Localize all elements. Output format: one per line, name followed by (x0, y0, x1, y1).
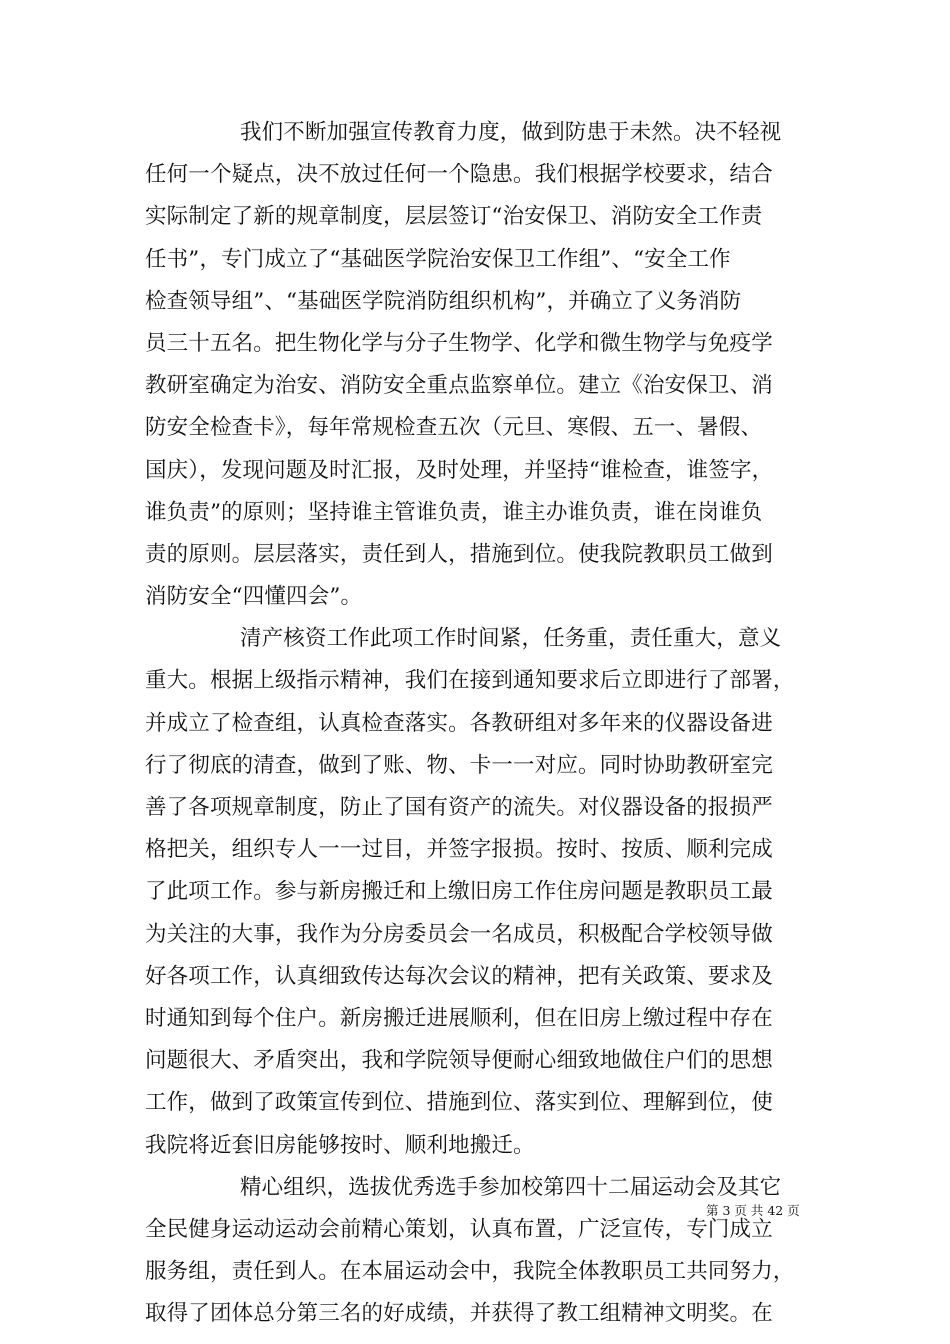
text-line: 我院将近套旧房能够按时、顺利地搬迁。 (145, 1132, 535, 1158)
text-line: 责的原则。层层落实，责任到人，措施到位。使我院教职员工做到 (145, 541, 773, 567)
text-line: 工作，做到了政策宣传到位、措施到位、落实到位、理解到位，使 (145, 1090, 773, 1116)
text-line: 实际制定了新的规章制度，层层签订“治安保卫、消防安全工作责 (145, 204, 763, 230)
text-line: 问题很大、矛盾突出，我和学院领导便耐心细致地做住户们的思想 (145, 1048, 773, 1074)
text-line: 时通知到每个住户。新房搬迁进展顺利，但在旧房上缴过程中存在 (145, 1005, 773, 1031)
text-line: 任何一个疑点，决不放过任何一个隐患。我们根据学校要求，结合 (145, 162, 773, 188)
text-line: 教研室确定为治安、消防安全重点监察单位。建立《治安保卫、消 (145, 373, 773, 399)
text-line: 检查领导组”、“基础医学院消防组织机构”，并确立了义务消防 (145, 288, 742, 314)
text-line: 了此项工作。参与新房搬迁和上缴旧房工作住房问题是教职员工最 (145, 879, 773, 905)
text-line: 服务组，责任到人。在本届运动会中，我院全体教职员工共同努力， (145, 1259, 795, 1285)
text-line: 员三十五名。把生物化学与分子生物学、化学和微生物学与免疫学 (145, 330, 773, 356)
text-line: 精心组织，选拔优秀选手参加校第四十二届运动会及其它 (240, 1174, 782, 1200)
text-line: 全民健身运动运动会前精心策划，认真布置，广泛宣传，专门成立 (145, 1216, 773, 1242)
text-line: 重大。根据上级指示精神，我们在接到通知要求后立即进行了部署， (145, 668, 795, 694)
text-line: 好各项工作，认真细致传达每次会议的精神，把有关政策、要求及 (145, 963, 773, 989)
text-line: 我们不断加强宣传教育力度，做到防患于未然。决不轻视 (240, 120, 782, 145)
body-text (145, 112, 811, 1335)
page-number-footer: 第 3 页 共 42 页 (706, 1203, 800, 1218)
text-line: 善了各项规章制度，防止了国有资产的流失。对仪器设备的报损严 (145, 795, 773, 820)
text-line: 国庆），发现问题及时汇报，及时处理，并坚持“谁检查，谁签字， (145, 457, 774, 483)
text-line: 行了彻底的清查，做到了账、物、卡一一对应。同时协助教研室完 (145, 752, 773, 778)
text-line: 任书”，专门成立了“基础医学院治安保卫工作组”、“安全工作 (145, 246, 731, 272)
text-line: 并成立了检查组，认真检查落实。各教研组对多年来的仪器设备进 (145, 710, 773, 736)
text-line: 谁负责”的原则；坚持谁主管谁负责，谁主办谁负责，谁在岗谁负 (145, 499, 763, 525)
text-line: 消防安全“四懂四会”。 (145, 584, 363, 610)
text-line: 取得了团体总分第三名的好成绩，并获得了教工组精神文明奖。在 (145, 1301, 773, 1327)
text-line: 清产核资工作此项工作时间紧，任务重，责任重大，意义 (240, 626, 782, 652)
text-line: 防安全检查卡》，每年常规检查五次（元旦、寒假、五一、暑假、 (145, 415, 763, 441)
text-line: 格把关，组织专人一一过目，并签字报损。按时、按质、顺利完成 (145, 837, 773, 863)
text-line: 为关注的大事，我作为分房委员会一名成员，积极配合学校领导做 (145, 921, 773, 947)
